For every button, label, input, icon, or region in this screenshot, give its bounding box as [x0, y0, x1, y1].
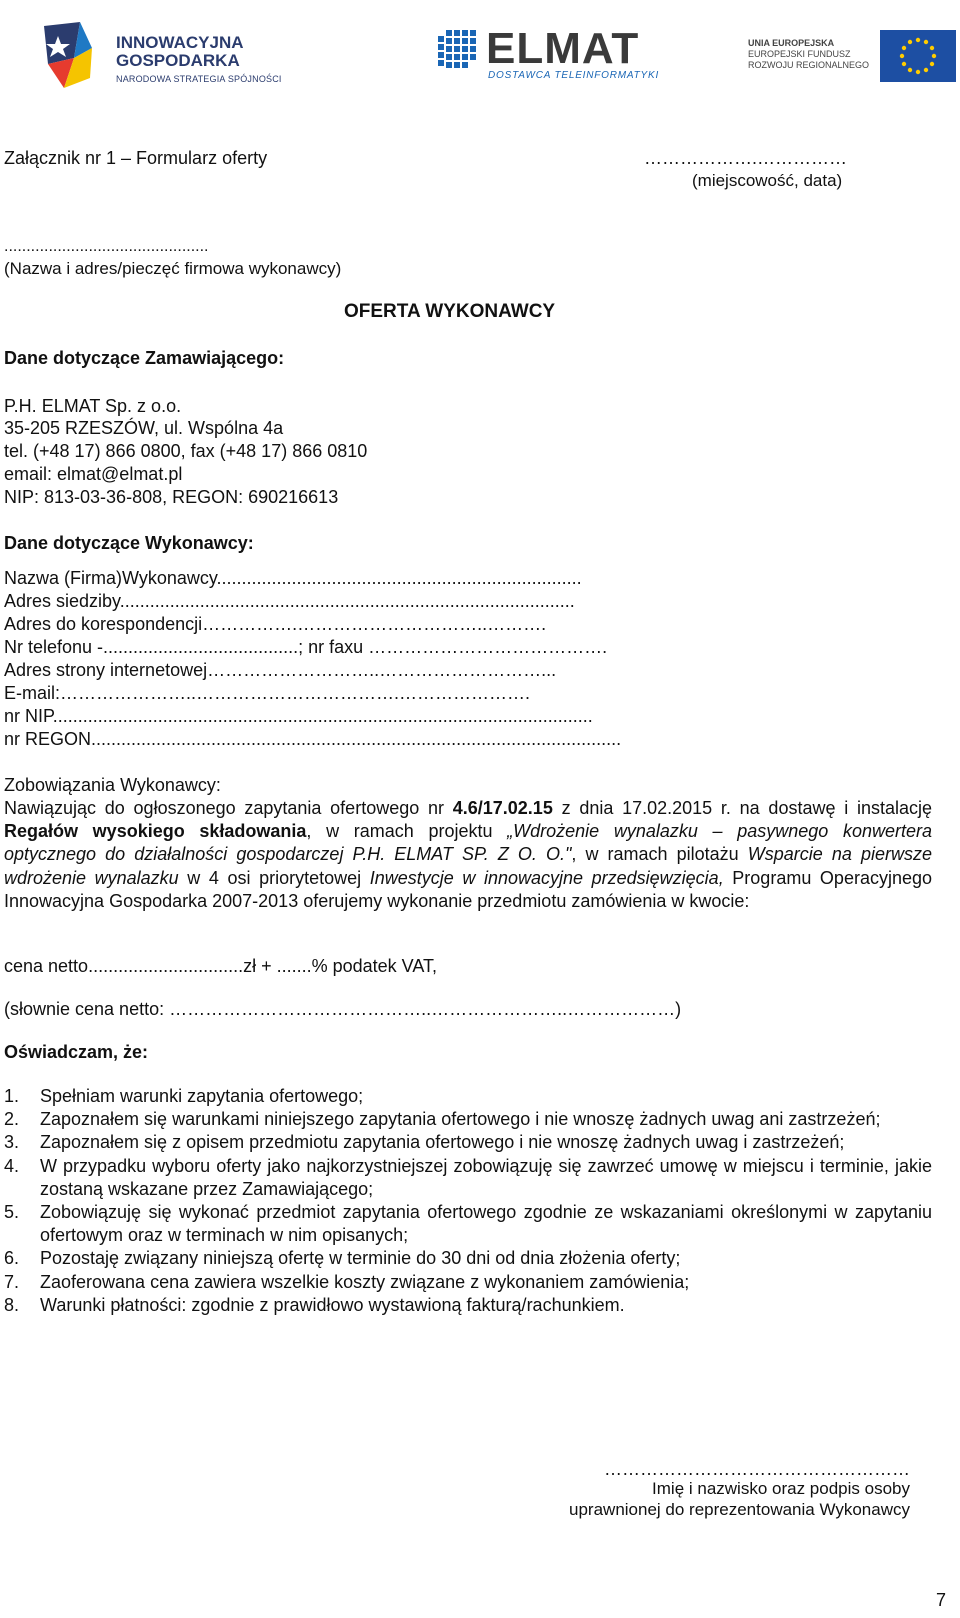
- elmat-grid-icon: [438, 30, 482, 76]
- price-net-line[interactable]: cena netto...............................zł + .......% podatek VAT,: [4, 956, 438, 976]
- signature-label-line1: Imię i nazwisko oraz podpis osoby: [652, 1479, 910, 1498]
- eu-stars-icon: [880, 30, 956, 82]
- declaration-number: 8.: [4, 1294, 20, 1315]
- priority-axis: Inwestycje w innowacyjne przedsięwzięcia,: [369, 867, 724, 888]
- declaration-text: W przypadku wyboru oferty jako najkorzystniejszej zobowiązuję się zawrzeć umowę w miejscu i terminie, jakie zostaną wskazane przez Zamawiającego;: [40, 1155, 932, 1199]
- contractor-field-seat[interactable]: Adres siedziby...........................................................................................: [4, 591, 575, 611]
- place-date-dots: ……………….……………: [644, 148, 848, 168]
- contractor-heading: Dane dotyczące Wykonawcy:: [4, 533, 254, 553]
- declaration-text: Zapoznałem się z opisem przedmiotu zapytania ofertowego i nie wnoszę żadnych uwag i zastrzeżeń;: [40, 1132, 845, 1153]
- declaration-number: 3.: [4, 1132, 20, 1153]
- obligations-text-3: , w ramach projektu: [306, 821, 508, 842]
- place-date-label: (miejscowość, data): [692, 171, 843, 190]
- contractor-stamp-dots: ..............................................: [4, 238, 209, 255]
- ig-star-emblem-icon: [44, 18, 110, 90]
- ig-logo-subtitle: NARODOWA STRATEGIA SPÓJNOŚCI: [116, 74, 282, 84]
- signature-dots: ……………………………………………: [604, 1459, 910, 1479]
- project-name: „Wdrożenie wynalazku – pasywnego konwertera optycznego do działalności gospodarczej P.H. ELMAT SP. Z O. O.": [4, 821, 932, 865]
- declaration-text: Zobowiązuję się wykonać przedmiot zapytania ofertowego zgodnie ze wskazaniami określonymi w zapytaniu ofertowym oraz w terminach w nim opisanych;: [40, 1202, 932, 1246]
- obligations-text-2: z dnia 17.02.2015 r. na dostawę i instalację: [552, 798, 932, 818]
- declaration-number: 5.: [4, 1202, 20, 1223]
- declaration-text: Spełniam warunki zapytania ofertowego;: [40, 1086, 364, 1106]
- obligations-paragraph: [4, 797, 932, 913]
- declaration-item: [4, 1085, 932, 1108]
- declaration-number: 4.: [4, 1155, 20, 1176]
- page-number: 7: [935, 1590, 946, 1610]
- declaration-item: [4, 1131, 932, 1154]
- contractor-field-website[interactable]: Adres strony internetowej………………………..………………………...: [4, 660, 557, 680]
- obligations-text-6: Programu Operacyjnego Innowacyjna Gospodarka 2007-2013 oferujemy wykonanie przedmiotu zamówienia w kwocie:: [4, 867, 932, 911]
- eu-line3: ROZWOJU REGIONALNEGO: [748, 60, 870, 70]
- inquiry-number: 4.6/17.02.15: [452, 798, 553, 818]
- client-email: email: elmat@elmat.pl: [4, 464, 183, 484]
- elmat-logo-text: ELMAT: [486, 24, 640, 73]
- client-heading: Dane dotyczące Zamawiającego:: [4, 348, 285, 368]
- price-in-words-line[interactable]: (słownie cena netto: ……………………………………..…………………..………………): [4, 999, 682, 1019]
- declaration-text: Zapoznałem się warunkami niniejszego zapytania ofertowego i nie wnoszę żadnych uwag ani zastrzeżeń;: [40, 1109, 881, 1130]
- obligations-text-5: w 4 osi priorytetowej: [178, 867, 370, 888]
- eu-line1: UNIA EUROPEJSKA: [748, 38, 835, 48]
- ordered-item: Regałów wysokiego składowania: [4, 821, 307, 842]
- contractor-field-phone-fax[interactable]: Nr telefonu -.......................................; nr faxu ………………………………….: [4, 637, 608, 657]
- ig-logo-title: [116, 34, 244, 70]
- declaration-text: Warunki płatności: zgodnie z prawidłowo wystawioną fakturą/rachunkiem.: [40, 1294, 625, 1315]
- obligations-heading: Zobowiązania Wykonawcy:: [4, 775, 221, 795]
- eu-line2: EUROPEJSKI FUNDUSZ: [748, 49, 851, 59]
- declaration-item: [4, 1294, 932, 1317]
- pilot-name: Wsparcie na pierwsze wdrożenie wynalazku: [4, 844, 932, 888]
- ig-logo-line2: GOSPODARKA: [116, 51, 240, 70]
- client-phone: tel. (+48 17) 866 0800, fax (+48 17) 866 0810: [4, 441, 368, 461]
- declaration-number: 1.: [4, 1086, 20, 1106]
- elmat-tagline: DOSTAWCA TELEINFORMATYKI: [488, 70, 660, 81]
- declaration-text: Pozostaję związany niniejszą ofertę w terminie do 30 dni od dnia złożenia oferty;: [40, 1248, 681, 1269]
- eu-flag-icon: [880, 30, 956, 82]
- declaration-item: [4, 1108, 932, 1131]
- innowacyjna-gospodarka-logo: [44, 18, 304, 90]
- contractor-stamp-label: (Nazwa i adres/pieczęć firmowa wykonawcy): [4, 259, 342, 278]
- contractor-field-regon[interactable]: nr REGON..........................................................................................................: [4, 729, 622, 749]
- obligations-text-1: Nawiązując do ogłoszonego zapytania ofertowego nr: [4, 798, 453, 818]
- attachment-title: Załącznik nr 1 – Formularz oferty: [4, 148, 268, 168]
- client-name: P.H. ELMAT Sp. z o.o.: [4, 396, 182, 416]
- declarations-list: [4, 1085, 932, 1317]
- declaration-item: [4, 1271, 932, 1294]
- declaration-item: [4, 1247, 932, 1270]
- declaration-text: Zaoferowana cena zawiera wszelkie koszty związane z wykonaniem zamówienia;: [40, 1271, 690, 1292]
- contractor-field-email[interactable]: E-mail:…………………..…………………………….………………….: [4, 683, 531, 703]
- client-address: 35-205 RZESZÓW, ul. Wspólna 4a: [4, 418, 284, 438]
- contractor-field-name[interactable]: Nazwa (Firma)Wykonawcy.........................................................................: [4, 568, 582, 588]
- declaration-number: 7.: [4, 1271, 20, 1292]
- obligations-text-4: , w ramach pilotażu: [571, 844, 748, 865]
- declaration-item: [4, 1155, 932, 1201]
- client-ids: NIP: 813-03-36-808, REGON: 690216613: [4, 487, 339, 507]
- declaration-item: [4, 1201, 932, 1247]
- contractor-field-correspondence[interactable]: Adres do korespondencji…………….…………………………..……….: [4, 614, 547, 634]
- eu-logo: [748, 30, 956, 82]
- offer-title: OFERTA WYKONAWCY: [344, 301, 556, 322]
- signature-label-line2: uprawnionej do reprezentowania Wykonawcy: [569, 1500, 910, 1519]
- declaration-number: 6.: [4, 1248, 20, 1269]
- eu-logo-text: [748, 38, 869, 71]
- elmat-logo: [438, 24, 688, 84]
- declarations-heading: Oświadczam, że:: [4, 1042, 149, 1062]
- ig-logo-line1: INNOWACYJNA: [116, 33, 244, 52]
- declaration-number: 2.: [4, 1109, 20, 1130]
- contractor-field-nip[interactable]: nr NIP............................................................................................................: [4, 706, 593, 726]
